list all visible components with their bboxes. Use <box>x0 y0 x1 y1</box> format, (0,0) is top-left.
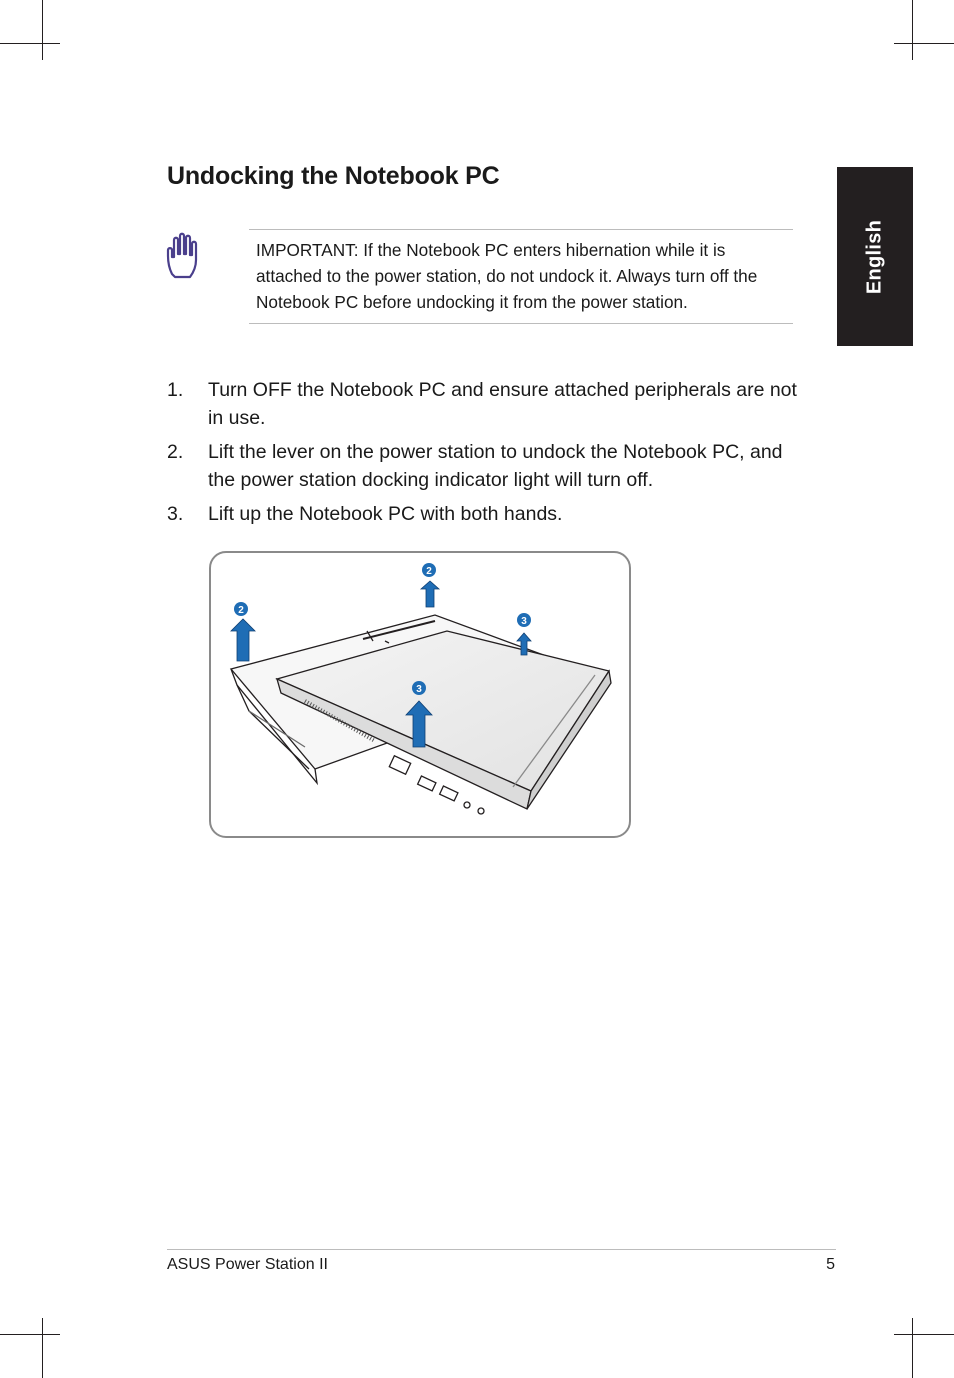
step-number: 1. <box>167 379 184 401</box>
step-text: Lift up the Notebook PC with both hands. <box>208 503 563 525</box>
step-item <box>167 500 807 528</box>
svg-text:3: 3 <box>416 684 422 695</box>
crop-mark <box>912 1318 913 1378</box>
step-number: 3. <box>167 503 184 525</box>
step-number: 2. <box>167 441 184 463</box>
crop-mark <box>912 0 913 60</box>
crop-mark <box>894 1334 954 1335</box>
step-item <box>167 376 807 432</box>
svg-text:3: 3 <box>521 616 527 627</box>
callout-badge <box>517 613 531 627</box>
crop-mark <box>42 0 43 60</box>
callout-badge <box>412 681 426 695</box>
footer-product-name: ASUS Power Station II <box>167 1256 328 1273</box>
undocking-illustration <box>209 551 631 838</box>
instruction-steps <box>167 376 807 534</box>
important-note-text: IMPORTANT: If the Notebook PC enters hibernation while it is attached to the power station, do not undock it. Always turn off the Notebook PC before undocking it from the power station. <box>256 240 758 312</box>
language-tab-label: English <box>863 219 886 294</box>
important-note <box>249 229 793 324</box>
callout-badge <box>234 602 248 616</box>
page-title: Undocking the Notebook PC <box>167 162 500 190</box>
crop-mark <box>0 43 60 44</box>
crop-mark <box>894 43 954 44</box>
language-tab <box>837 167 913 346</box>
crop-mark <box>0 1334 60 1335</box>
step-text: Turn OFF the Notebook PC and ensure attached peripherals are not in use. <box>208 379 797 429</box>
callout-badge <box>422 563 436 577</box>
hand-stop-icon <box>163 226 205 282</box>
svg-text:2: 2 <box>426 566 432 577</box>
crop-mark <box>42 1318 43 1378</box>
step-item <box>167 438 807 494</box>
footer-divider <box>167 1249 836 1250</box>
page-number: 5 <box>826 1256 835 1273</box>
svg-text:2: 2 <box>238 605 244 616</box>
step-text: Lift the lever on the power station to undock the Notebook PC, and the power station docking indicator light will turn off. <box>208 441 783 491</box>
